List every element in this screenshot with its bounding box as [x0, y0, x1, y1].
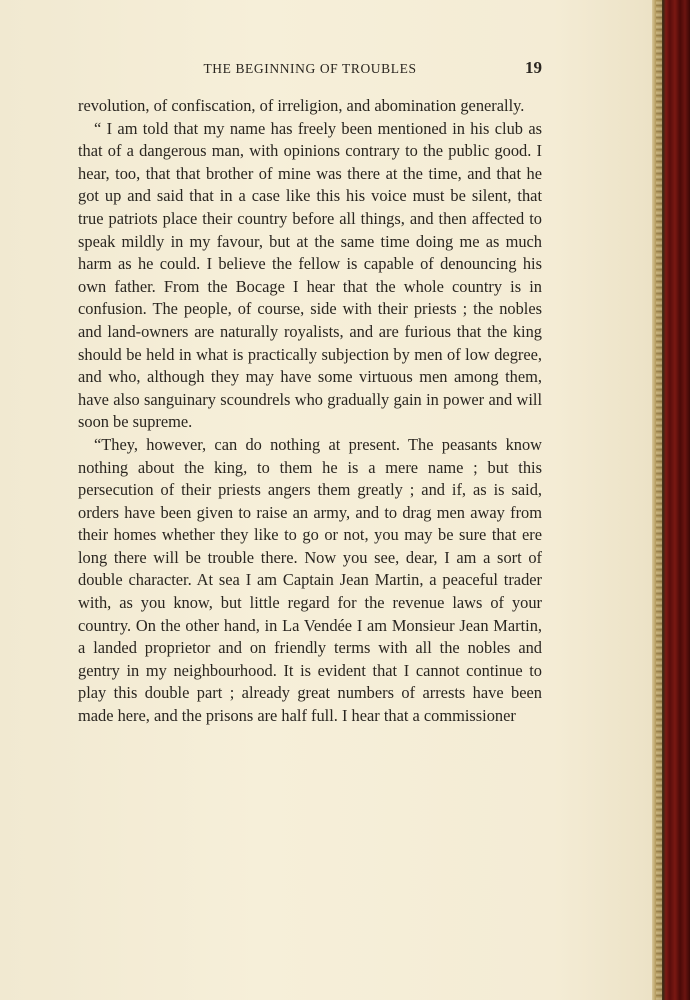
paragraph: “ I am told that my name has freely been mentioned in his club as that of a dangerous man, with opinions contrary to the public good. I hear, too, that that brother of mine was there at the time, and that he got up and said that in a case like this his voice must be silent, that true patriots place their country before all things, and then affected to speak mildly in my favour, but at the same time doing me as much harm as he could. I believe the fellow is capable of denouncing his own father. From the Bocage I hear that the whole country is in confusion. The people, of course, side with their priests ; the nobles and land-owners are naturally royalists, and are furious that the king should be held in what is practically subjection by men of low degree, and who, although they may have some virtuous men among them, have also sanguinary scoundrels who gradually gain in power and will soon be supreme. — [78, 118, 542, 432]
body-text — [78, 95, 542, 728]
paragraph-continued: revolution, of confiscation, of irreligion, and abomination generally. — [78, 96, 525, 115]
book-binding-edge — [652, 0, 690, 1000]
paragraph: “They, however, can do nothing at present. The peasants know nothing about the king, to them he is a mere name ; but this persecution of their priests angers them greatly ; and if, as is said, orders have been given to raise an army, and to drag men away from their homes whether they like to go or not, you may be sure that ere long there will be trouble there. Now you see, dear, I am a sort of double character. At sea I am Captain Jean Martin, a peaceful trader with, as you know, but little regard for the revenue laws of your country. On the other hand, in La Vendée I am Monsieur Jean Martin, a landed proprietor and on friendly terms with all the nobles and gentry in my neighbourhood. It is evident that I cannot continue to play this double part ; already great numbers of arrests have been made here, and the prisons are half full. I hear that a commissioner — [78, 434, 542, 726]
page-edges — [656, 0, 662, 1000]
page-number: 19 — [525, 58, 542, 77]
running-head — [78, 58, 542, 82]
running-title: THE BEGINNING OF TROUBLES — [203, 61, 417, 76]
